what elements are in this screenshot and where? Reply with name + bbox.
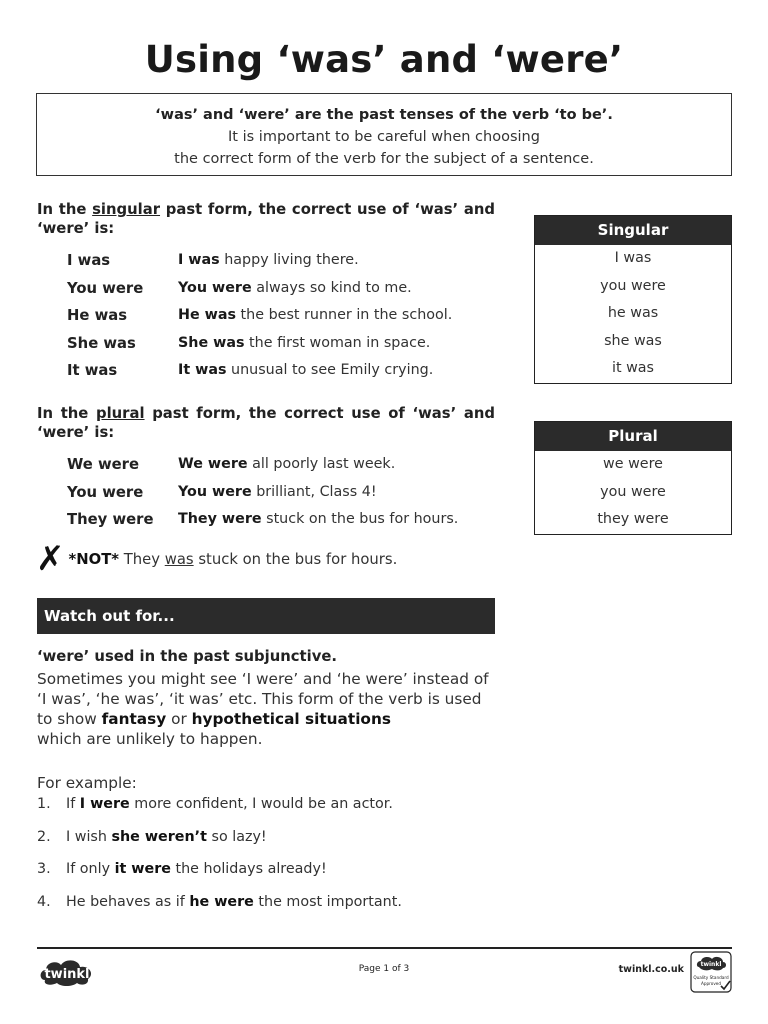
list-item xyxy=(37,829,497,862)
example-verb: You were xyxy=(178,483,252,500)
para-pre: Sometimes you might see ‘I were’ and ‘he were’ instead of ‘I was’, ‘he was’, ‘it was’ etc. This form of the verb is used to show xyxy=(37,670,489,728)
list-text-bold: he were xyxy=(189,893,254,910)
list-text-pre: He behaves as if xyxy=(66,893,190,910)
pronoun: She was xyxy=(67,334,136,352)
plural-table-cell: you were xyxy=(600,483,666,500)
badge-line-2: Quality Standard xyxy=(693,975,729,980)
watch-out-bar: Watch out for... xyxy=(37,598,495,634)
list-item xyxy=(37,894,497,927)
list-text-pre: If xyxy=(66,796,80,812)
singular-heading-pre: In the xyxy=(37,201,93,218)
list-number: 4. xyxy=(37,893,51,910)
list-number: 1. xyxy=(37,796,51,812)
list-text-bold: she weren’t xyxy=(111,828,207,845)
example-rest: brilliant, Class 4! xyxy=(251,483,377,500)
singular-table-header: Singular xyxy=(535,216,731,245)
example-rest: the first woman in space. xyxy=(244,334,431,351)
page-title: Using ‘was’ and ‘were’ xyxy=(144,38,624,81)
list-item xyxy=(37,796,497,829)
singular-table-cell: I was xyxy=(614,250,652,266)
intro-line-3: the correct form of the verb for the subject of a sentence. xyxy=(174,151,594,167)
logo-text: twinkl xyxy=(44,967,90,982)
example-sentence xyxy=(178,280,412,296)
singular-row xyxy=(67,362,497,390)
plural-table-cell: they were xyxy=(597,511,669,527)
singular-heading xyxy=(37,200,495,238)
list-text-pre: I wish xyxy=(66,828,112,845)
list-item xyxy=(37,861,497,894)
plural-heading-post: past form, the correct use of ‘was’ and ‘were’ is: xyxy=(37,405,495,441)
singular-rows xyxy=(67,252,497,390)
plural-row xyxy=(67,456,497,484)
not-underlined: was xyxy=(164,550,194,568)
pronoun: It was xyxy=(67,362,118,379)
intro-box xyxy=(36,93,732,176)
para-post: which are unlikely to happen. xyxy=(37,730,263,748)
singular-heading-key: singular xyxy=(92,201,161,218)
example-verb: We were xyxy=(178,456,248,472)
footer-divider xyxy=(37,947,732,949)
subjunctive-heading: ‘were’ used in the past subjunctive. xyxy=(37,648,338,665)
pronoun: I was xyxy=(67,252,111,269)
pronoun: They were xyxy=(67,511,154,528)
plural-table-header: Plural xyxy=(535,422,731,451)
list-text-post: more confident, I would be an actor. xyxy=(129,796,393,812)
list-text-post: so lazy! xyxy=(206,828,267,845)
intro-line-1: ‘was’ and ‘were’ are the past tenses of the verb ‘to be’. xyxy=(155,107,613,123)
singular-row xyxy=(67,335,497,363)
example-verb: I was xyxy=(178,252,220,268)
plural-rows xyxy=(67,456,497,539)
not-label: *NOT* xyxy=(68,550,120,568)
example-sentence xyxy=(178,252,359,268)
list-text-post: the holidays already! xyxy=(170,861,327,877)
list-number: 2. xyxy=(37,828,51,845)
not-example-line xyxy=(36,539,398,579)
example-list xyxy=(37,796,497,926)
example-sentence xyxy=(178,456,395,472)
plural-table-cell: we were xyxy=(603,456,663,472)
singular-table-cell: you were xyxy=(600,277,666,294)
pronoun: You were xyxy=(67,279,144,297)
example-sentence xyxy=(178,484,377,500)
list-text-post: the most important. xyxy=(253,893,402,910)
site-url: twinkl.co.uk xyxy=(618,964,684,975)
example-verb: They were xyxy=(178,511,262,527)
singular-row xyxy=(67,252,497,280)
quality-badge xyxy=(690,951,732,993)
example-rest: stuck on the bus for hours. xyxy=(261,511,459,527)
example-rest: unusual to see Emily crying. xyxy=(226,362,434,378)
example-rest: always so kind to me. xyxy=(251,279,412,296)
singular-table-cell: it was xyxy=(611,360,655,376)
badge-line-3: Approved xyxy=(700,981,722,986)
list-text xyxy=(66,829,267,845)
singular-heading-post: past form, the correct use of ‘was’ and ‘were’ is: xyxy=(37,201,495,237)
plural-row xyxy=(67,511,497,539)
list-number: 3. xyxy=(37,861,51,877)
list-text-pre: If only xyxy=(66,861,115,877)
not-post: stuck on the bus for hours. xyxy=(193,550,398,568)
singular-row xyxy=(67,307,497,335)
para-bold-fantasy: fantasy xyxy=(101,710,167,728)
example-verb: You were xyxy=(178,279,252,296)
example-sentence xyxy=(178,362,433,378)
pronoun: You were xyxy=(67,483,144,501)
example-rest: happy living there. xyxy=(219,252,359,268)
page-number: Page 1 of 3 xyxy=(358,964,410,974)
plural-row xyxy=(67,484,497,512)
not-pre: They xyxy=(119,550,165,568)
singular-row xyxy=(67,280,497,308)
example-rest: all poorly last week. xyxy=(247,456,396,472)
example-verb: It was xyxy=(178,362,227,378)
para-bold-hypothetical: hypothetical situations xyxy=(191,710,391,728)
singular-table-cell: she was xyxy=(604,332,662,349)
example-verb: She was xyxy=(178,334,245,351)
list-text xyxy=(66,894,402,910)
example-verb: He was xyxy=(178,307,237,323)
for-example-label: For example: xyxy=(37,774,137,792)
cross-mark-icon: ✗ xyxy=(36,539,65,579)
badge-logo-text: twinkl xyxy=(700,961,722,968)
para-mid: or xyxy=(166,710,192,728)
example-sentence xyxy=(178,335,430,351)
list-text-bold: it were xyxy=(114,861,171,877)
pronoun: We were xyxy=(67,456,140,473)
plural-heading-key: plural xyxy=(95,405,145,422)
plural-heading-pre: In the xyxy=(37,405,96,422)
singular-table xyxy=(534,215,732,384)
plural-heading xyxy=(37,404,495,442)
singular-table-cell: he was xyxy=(607,305,659,321)
subjunctive-paragraph xyxy=(37,669,497,749)
intro-line-2: It is important to be careful when choosing xyxy=(228,129,540,145)
plural-table xyxy=(534,421,732,535)
example-sentence xyxy=(178,511,458,527)
list-text xyxy=(66,796,393,812)
example-sentence xyxy=(178,307,452,323)
pronoun: He was xyxy=(67,307,128,324)
list-text-bold: I were xyxy=(79,796,130,812)
example-rest: the best runner in the school. xyxy=(236,307,453,323)
list-text xyxy=(66,861,327,877)
not-example-text xyxy=(69,551,398,568)
